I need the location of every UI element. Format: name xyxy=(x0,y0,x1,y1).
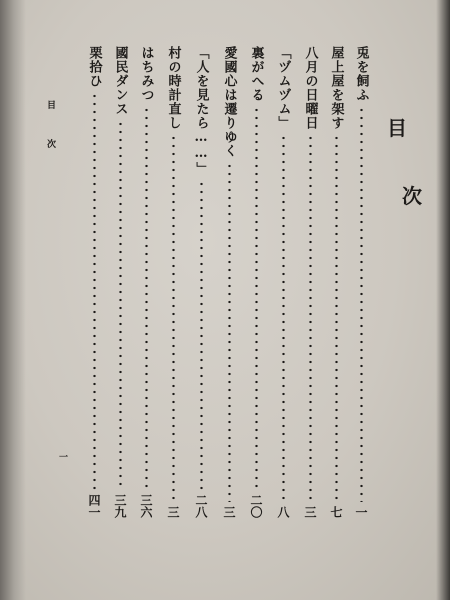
toc-title-2: 次 xyxy=(402,184,422,208)
entry-page-number: 四一 xyxy=(87,494,101,518)
entry-title: 栗拾ひ xyxy=(86,46,102,88)
dot-leader xyxy=(282,134,285,502)
binding-shadow xyxy=(0,0,26,600)
toc-entry[interactable] xyxy=(219,46,239,518)
dot-leader xyxy=(255,106,258,490)
entry-title: 國民ダンス xyxy=(112,46,128,116)
entry-page-number: 三 xyxy=(166,506,180,518)
entry-page-number: 七 xyxy=(329,506,343,518)
entry-title: 「人を見たら……」 xyxy=(193,46,209,176)
entry-title: 屋上屋を架す xyxy=(328,46,344,130)
entry-title: 八月の日曜日 xyxy=(302,46,318,130)
dot-leader xyxy=(119,120,122,490)
dot-leader xyxy=(93,92,96,490)
entry-title: 兎を飼ふ xyxy=(353,46,369,102)
dot-leader xyxy=(335,134,338,502)
dot-leader xyxy=(309,134,312,502)
entry-page-number: 一 xyxy=(354,506,368,518)
dot-leader xyxy=(145,106,148,490)
toc-entry[interactable] xyxy=(163,46,183,518)
entry-page-number: 三六 xyxy=(139,494,153,518)
toc-entry[interactable] xyxy=(300,46,320,518)
entry-page-number: 三九 xyxy=(113,494,127,518)
toc-title-1: 目 xyxy=(387,116,407,140)
entry-page-number: 二八 xyxy=(194,494,208,518)
entry-page-number: 三 xyxy=(303,506,317,518)
entry-page-number: 二〇 xyxy=(249,494,263,518)
entry-title: 愛國心は遷りゆく xyxy=(221,46,237,158)
toc-entry[interactable] xyxy=(84,46,104,518)
toc-entry[interactable] xyxy=(273,46,293,518)
dot-leader xyxy=(360,106,363,502)
dot-leader xyxy=(228,162,231,502)
entry-title: 村の時計直し xyxy=(165,46,181,130)
toc-entry[interactable] xyxy=(326,46,346,518)
entry-title: はちみつ xyxy=(138,46,154,102)
entry-title: 裏がへる xyxy=(248,46,264,102)
running-head: 目次 xyxy=(45,100,55,178)
toc-entry[interactable] xyxy=(246,46,266,518)
toc-entry[interactable] xyxy=(110,46,130,518)
entry-title: 「ヅムヅム」 xyxy=(275,46,291,130)
toc-entry[interactable] xyxy=(136,46,156,518)
entry-page-number: 八 xyxy=(276,506,290,518)
dot-leader xyxy=(172,134,175,502)
toc-entry[interactable] xyxy=(191,46,211,518)
toc-entry[interactable] xyxy=(351,46,371,518)
page-edge-shadow xyxy=(436,0,450,600)
folio: 一 xyxy=(57,452,67,461)
entry-page-number: 三 xyxy=(222,506,236,518)
dot-leader xyxy=(200,180,203,490)
